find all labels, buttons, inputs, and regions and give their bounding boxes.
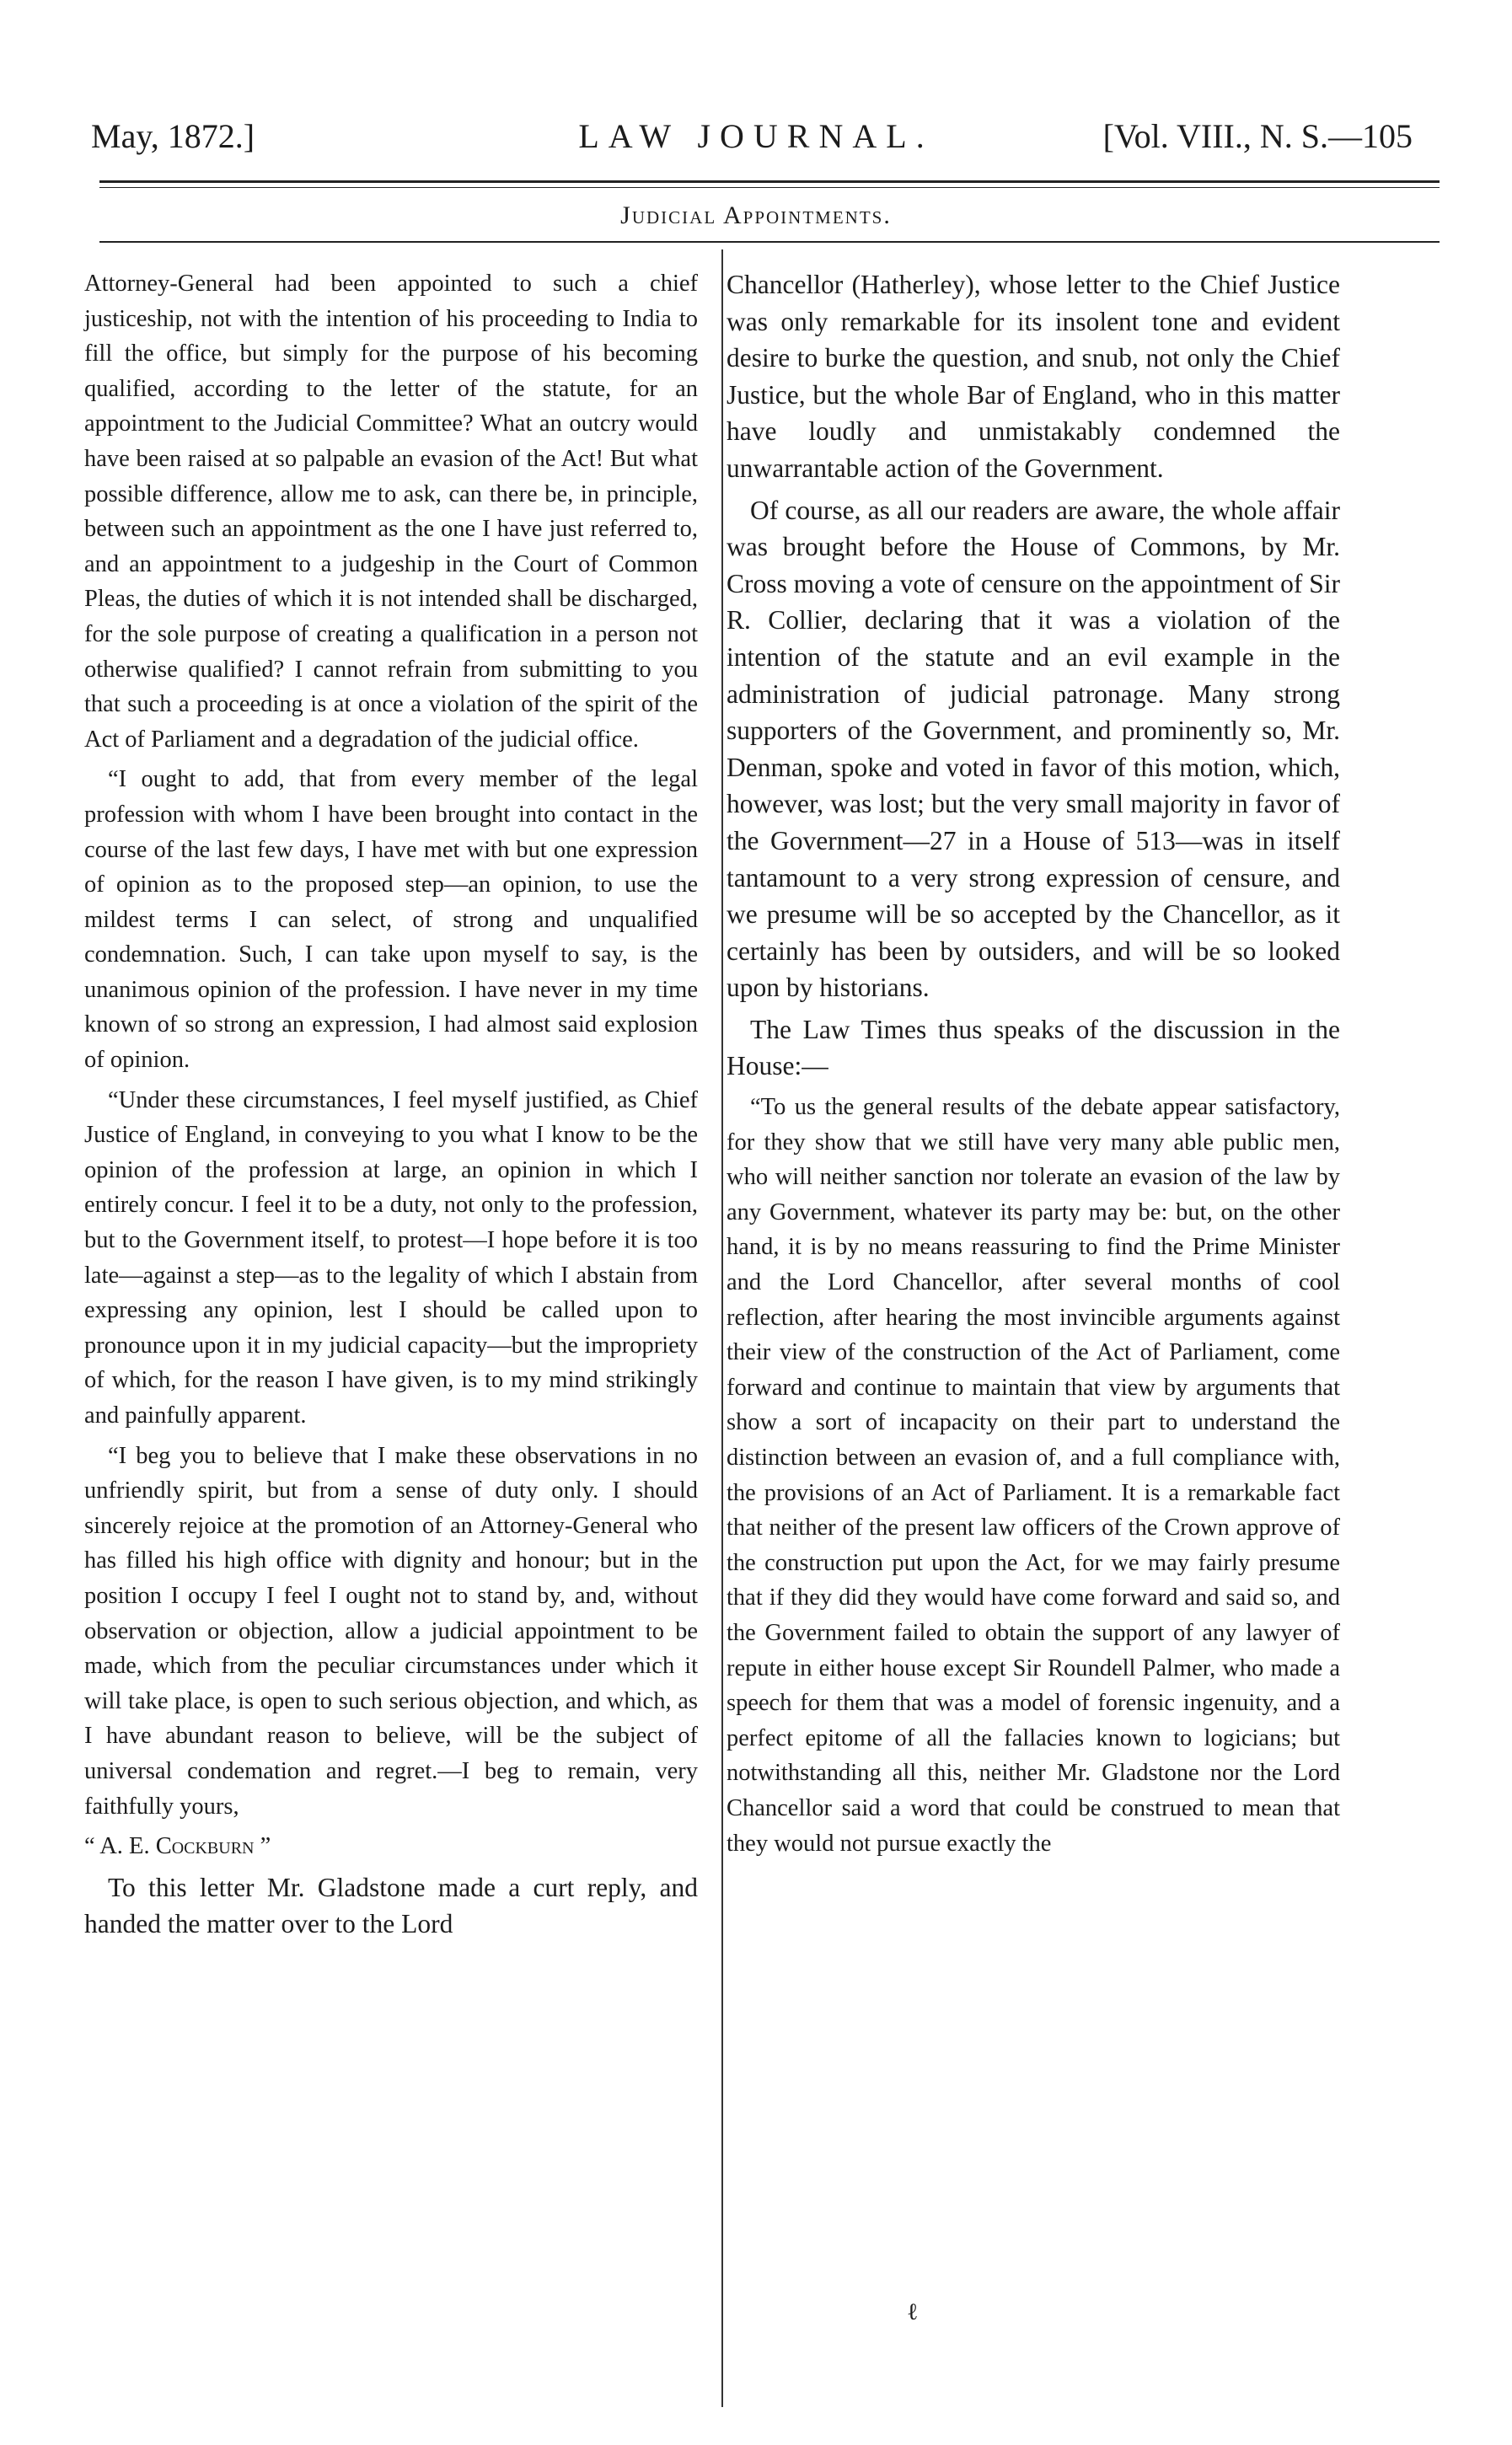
left-paragraph-4: “I beg you to believe that I make these observations in no unfriendly spirit, but from a sense of duty only. I should sincerely rejoice at the promotion of an Attorney-General who has filled his high office with dignity and honour; but in the position I occupy I feel I ought not to stand by, and, without observation or objection, allow a judicial appointment to be made, which from the peculiar circumstances under which it will take place, is open to such serious objection, and which, as I have abundant reason to believe, will be the subject of universal condemation and regret.—I beg to remain, very faithfully yours, bbox=[84, 1442, 698, 1820]
header-journal-title: LAW JOURNAL. bbox=[578, 117, 934, 155]
signature: “ A. E. Cockburn ” bbox=[84, 1833, 271, 1860]
left-paragraph-2: “I ought to add, that from every member of the legal profession with whom I have been brought into contact in the course of the last few days, I have met with but one expression of opinion as to the proposed step—an opinion, to use the mildest terms I can select, of strong and unqualified condemnation. Such, I can take upon myself to say, is the unanimous opinion of the profession. I have never in my time known of so strong an expression, I had almost said explosion of opinion. bbox=[84, 766, 698, 1074]
left-paragraph-1: Attorney-General had been appointed to such a chief justiceship, not with the intention of his proceeding to India to fill the office, but simply for the purpose of his becoming qualified, according to the letter of the statute, for an appointment to the Judicial Committee? What an outcry would have been raised at so palpable an evasion of the Act! But what possible difference, allow me to ask, can there be, in principle, between such an appointment as the one I have just referred to, and an appointment to a judgeship in the Court of Common Pleas, the duties of which it is not intended shall be discharged, for the sole purpose of creating a qualification in a person not otherwise qualified? I cannot refrain from submitting to you that such a proceeding is at once a violation of the spirit of the Act of Parliament and a degradation of the judicial office. bbox=[84, 271, 698, 753]
right-paragraph-3: The Law Times thus speaks of the discussion in the House:— bbox=[727, 1014, 1340, 1081]
right-paragraph-2: Of course, as all our readers are aware, the whole affair was brought before the House of Commons, by Mr. Cross moving a vote of censure on the appointment of Sir R. Collier, declaring that it was a violation of the intention of the statute and an evil example in the administration of judicial patronage. Many strong supporters of the Government, and prominently so, Mr. Denman, spoke and voted in favor of this motion, which, however, was lost; but the very small majority in favor of the Government—27 in a House of 513—was in itself tantamount to a very strong expression of censure, and we presume will be so accepted by the Chancellor, as it certainly has been by outsiders, and will be so looked upon by historians. bbox=[727, 495, 1340, 1003]
header-rule-thin bbox=[99, 187, 1440, 188]
left-closing-paragraph: To this letter Mr. Gladstone made a curt reply, and handed the matter over to the Lord bbox=[84, 1872, 698, 1939]
section-title: Judicial Appointments. bbox=[620, 201, 892, 229]
right-column bbox=[727, 266, 1340, 1866]
right-paragraph-1: Chancellor (Hatherley), whose letter to the Chief Justice was only remarkable for its insolent tone and evident desire to burke the question, and snub, not only the Chief Justice, but the whole Bar of England, who in this matter have loudly and unmistakably condemned the unwarrantable action of the Government. bbox=[727, 270, 1340, 483]
column-divider bbox=[721, 249, 723, 2407]
page-mark: ℓ bbox=[907, 2299, 919, 2325]
right-quote-paragraph: “To us the general results of the debate appear satisfactory, for they show that we still have very many able public men, who will neither sanction nor tolerate an evasion of the law by any Government, whatever its party may be: but, on the other hand, it is by no means reassuring to find the Prime Minister and the Lord Chancellor, after several months of cool reflection, after hearing the most invincible arguments against their view of the construction of the Act of Parliament, come forward and continue to maintain that view by arguments that show a sort of incapacity on their part to understand the distinction between an evasion of, and a full compliance with, the provisions of an Act of Parliament. It is a remarkable fact that neither of the present law officers of the Crown approve of the construction put upon the Act, for we may fairly presume that if they did they would have come forward and said so, and the Government failed to obtain the support of any lawyer of repute in either house except Sir Roundell Palmer, who made a speech for them that was a model of forensic ingenuity, and a perfect epitome of all the fallacies known to logicians; but notwithstanding all this, neither Mr. Gladstone nor the Lord Chancellor said a word that could be construed to mean that they would not pursue exactly the bbox=[727, 1094, 1340, 1857]
left-column bbox=[84, 266, 698, 1948]
header-volume: [Vol. VIII., N. S.—105 bbox=[1102, 117, 1413, 155]
header-date: May, 1872.] bbox=[91, 117, 255, 155]
left-paragraph-3: “Under these circumstances, I feel myself justified, as Chief Justice of England, in conveying to you what I know to be the opinion of the profession at large, an opinion in which I entirely concur. I feel it to be a duty, not only to the profession, but to the Government itself, to protest—I hope before it is too late—against a step—as to the legality of which I abstain from expressing any opinion, lest I should be called upon to pronounce upon it in my judicial capacity—but the impropriety of which, for the reason I have given, is to my mind strikingly and painfully apparent. bbox=[84, 1086, 698, 1429]
header-rule-thick bbox=[99, 180, 1440, 183]
section-rule bbox=[99, 241, 1440, 243]
